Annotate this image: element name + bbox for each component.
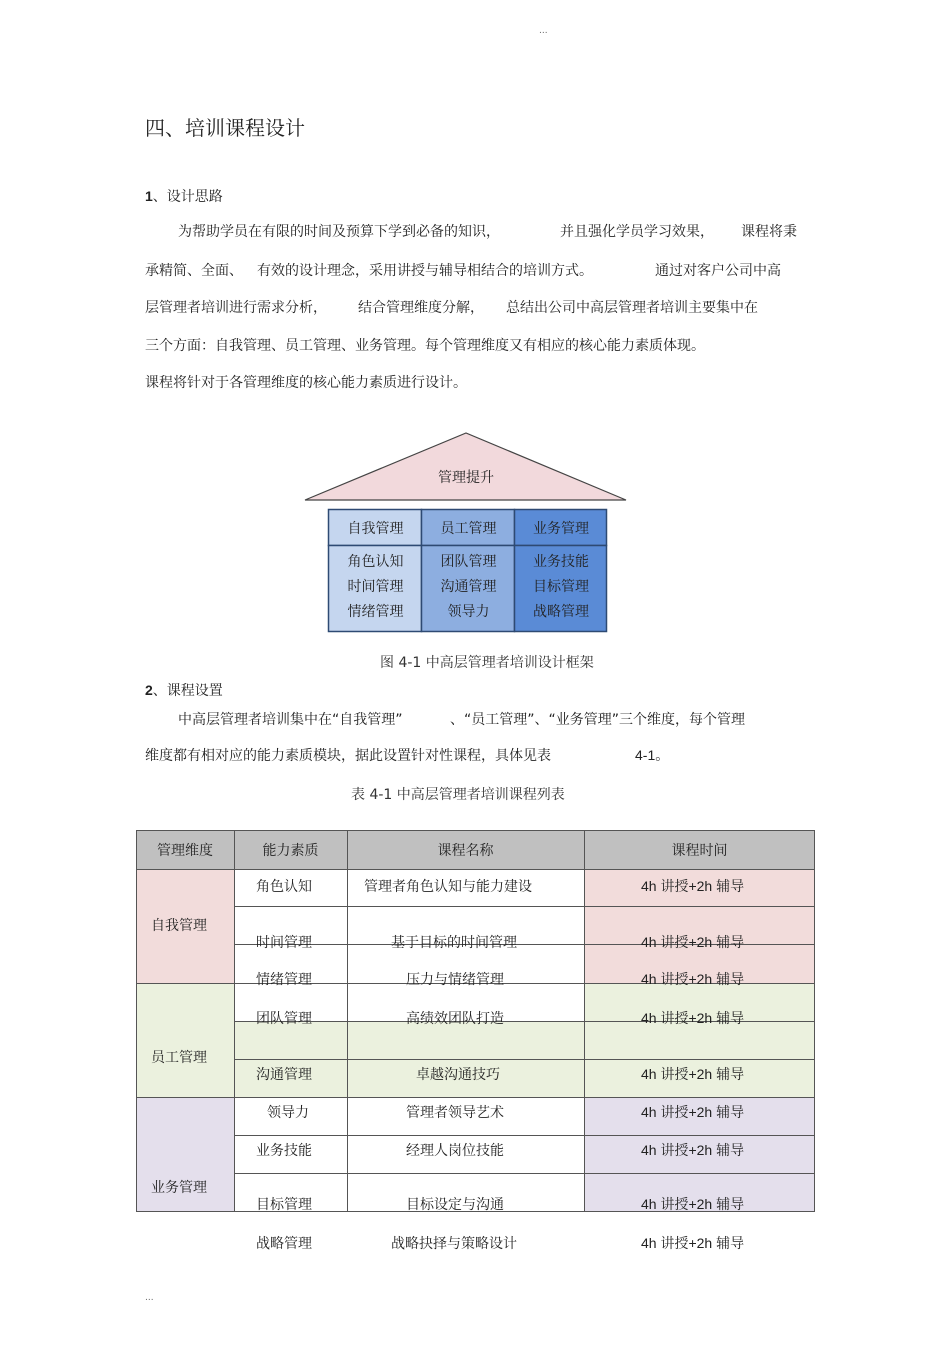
table-row-course: 战略抉择与策略设计 (391, 1236, 517, 1252)
table-row-time: 4h 讲授+2h 辅导 (641, 1066, 745, 1082)
col3-title: 业务管理 (533, 521, 589, 537)
para1-line2-part2: 有效的设计理念，采用讲授与辅导相结合的培训方式。 (257, 263, 593, 279)
col3-item: 目标管理 (533, 579, 589, 595)
col1-item: 情绪管理 (347, 604, 404, 620)
table-row-time: 4h 讲授+2h 辅导 (641, 1235, 745, 1251)
section-2-number: 2 (145, 682, 153, 698)
table-row-time: 4h 讲授+2h 辅导 (641, 971, 745, 987)
table-row-course: 基于目标的时间管理 (391, 935, 517, 951)
header-mark: ... (539, 26, 548, 36)
section-1-number: 1 (145, 188, 153, 204)
group-bg-staff (136, 984, 234, 1098)
table-header-course: 课程名称 (347, 830, 584, 869)
table-row-time: 4h 讲授+2h 辅导 (641, 1196, 745, 1212)
para1-line2-part1: 承精简、全面、 (145, 263, 243, 279)
para2-line1-part1: 中高层管理者培训集中在“自我管理” (178, 712, 403, 728)
para1-line3-part1: 层管理者培训进行需求分析， (145, 300, 327, 316)
col1-items (329, 550, 422, 625)
figure-caption: 图 4-1 中高层管理者培训设计框架 (380, 655, 594, 671)
para1-line1-part1: 为帮助学员在有限的时间及预算下学到必备的知识， (178, 224, 500, 240)
course-table (136, 830, 815, 1212)
section-2-heading (145, 680, 223, 700)
para1-line5: 课程将针对于各管理维度的核心能力素质进行设计。 (145, 375, 467, 391)
col2-title: 员工管理 (440, 521, 497, 537)
table-row-course: 压力与情绪管理 (406, 972, 504, 988)
col1-item: 时间管理 (347, 579, 404, 595)
table-header-ability: 能力素质 (234, 830, 347, 869)
table-row-ability: 目标管理 (256, 1197, 312, 1213)
table-header-dimension: 管理维度 (136, 830, 234, 869)
table-row-ability: 沟通管理 (256, 1067, 312, 1083)
table-row-time: 4h 讲授+2h 辅导 (641, 1104, 745, 1120)
table-row-time: 4h 讲授+2h 辅导 (641, 934, 745, 950)
para1-line3-part3: 总结出公司中高层管理者培训主要集中在 (506, 300, 758, 316)
col2-item: 领导力 (447, 604, 490, 620)
table-row-ability: 领导力 (267, 1105, 309, 1121)
para2-line1-part2: 、“员工管理”、“业务管理”三个维度，每个管理 (450, 712, 746, 728)
para1-line1-part2: 并且强化学员学习效果， (560, 224, 714, 240)
page-heading: 四、培训课程设计 (145, 116, 305, 140)
table-header-time: 课程时间 (584, 830, 815, 869)
table-row-ability: 业务技能 (256, 1143, 312, 1159)
table-row-time: 4h 讲授+2h 辅导 (641, 1142, 745, 1158)
group-label-staff: 员工管理 (151, 1050, 207, 1066)
table-row-course: 高绩效团队打造 (406, 1011, 504, 1027)
col2-items (422, 550, 515, 625)
table-row-ability: 角色认知 (256, 879, 312, 895)
para1-line3-part2: 结合管理维度分解， (358, 300, 484, 316)
col3-item: 战略管理 (533, 604, 589, 620)
table-row-course: 经理人岗位技能 (406, 1143, 504, 1159)
table-row-ability: 战略管理 (256, 1236, 312, 1252)
col1-title: 自我管理 (347, 521, 404, 537)
col1-item: 角色认知 (347, 554, 404, 570)
table-row-course: 管理者角色认知与能力建设 (364, 879, 532, 895)
table-row-course: 目标设定与沟通 (406, 1197, 504, 1213)
table-row-course: 卓越沟通技巧 (416, 1067, 500, 1083)
table-row-time: 4h 讲授+2h 辅导 (641, 1010, 745, 1026)
para2-line2-part1: 维度都有相对应的能力素质模块，据此设置针对性课程，具体见表 (145, 748, 551, 764)
section-2-title: 、课程设置 (152, 683, 223, 699)
para2-line2-part2: 4-1。 (635, 747, 670, 763)
col3-items (515, 550, 607, 625)
col3-item: 业务技能 (533, 554, 589, 570)
para1-line4: 三个方面：自我管理、员工管理、业务管理。每个管理维度又有相应的核心能力素质体现。 (145, 338, 705, 354)
group-label-business: 业务管理 (151, 1180, 207, 1196)
table-row-time: 4h 讲授+2h 辅导 (641, 878, 745, 894)
table-caption: 表 4-1 中高层管理者培训课程列表 (351, 787, 565, 803)
para1-line1-part3: 课程将秉 (741, 224, 797, 240)
table-row-ability: 时间管理 (256, 935, 312, 951)
group-label-self: 自我管理 (151, 918, 207, 934)
table-row-ability: 团队管理 (256, 1011, 312, 1027)
section-1-heading (145, 186, 223, 206)
diagram-roof-label: 管理提升 (438, 470, 494, 486)
row-bg-staff (234, 1022, 815, 1098)
table-row-ability: 情绪管理 (256, 972, 312, 988)
table-row-course: 管理者领导艺术 (406, 1105, 504, 1121)
section-1-title: 、设计思路 (152, 189, 223, 205)
footer-mark: ... (145, 1293, 154, 1303)
training-framework-diagram (300, 428, 632, 638)
col2-item: 团队管理 (440, 554, 497, 570)
para1-line2-part3: 通过对客户公司中高 (655, 263, 781, 279)
col2-item: 沟通管理 (440, 579, 497, 595)
